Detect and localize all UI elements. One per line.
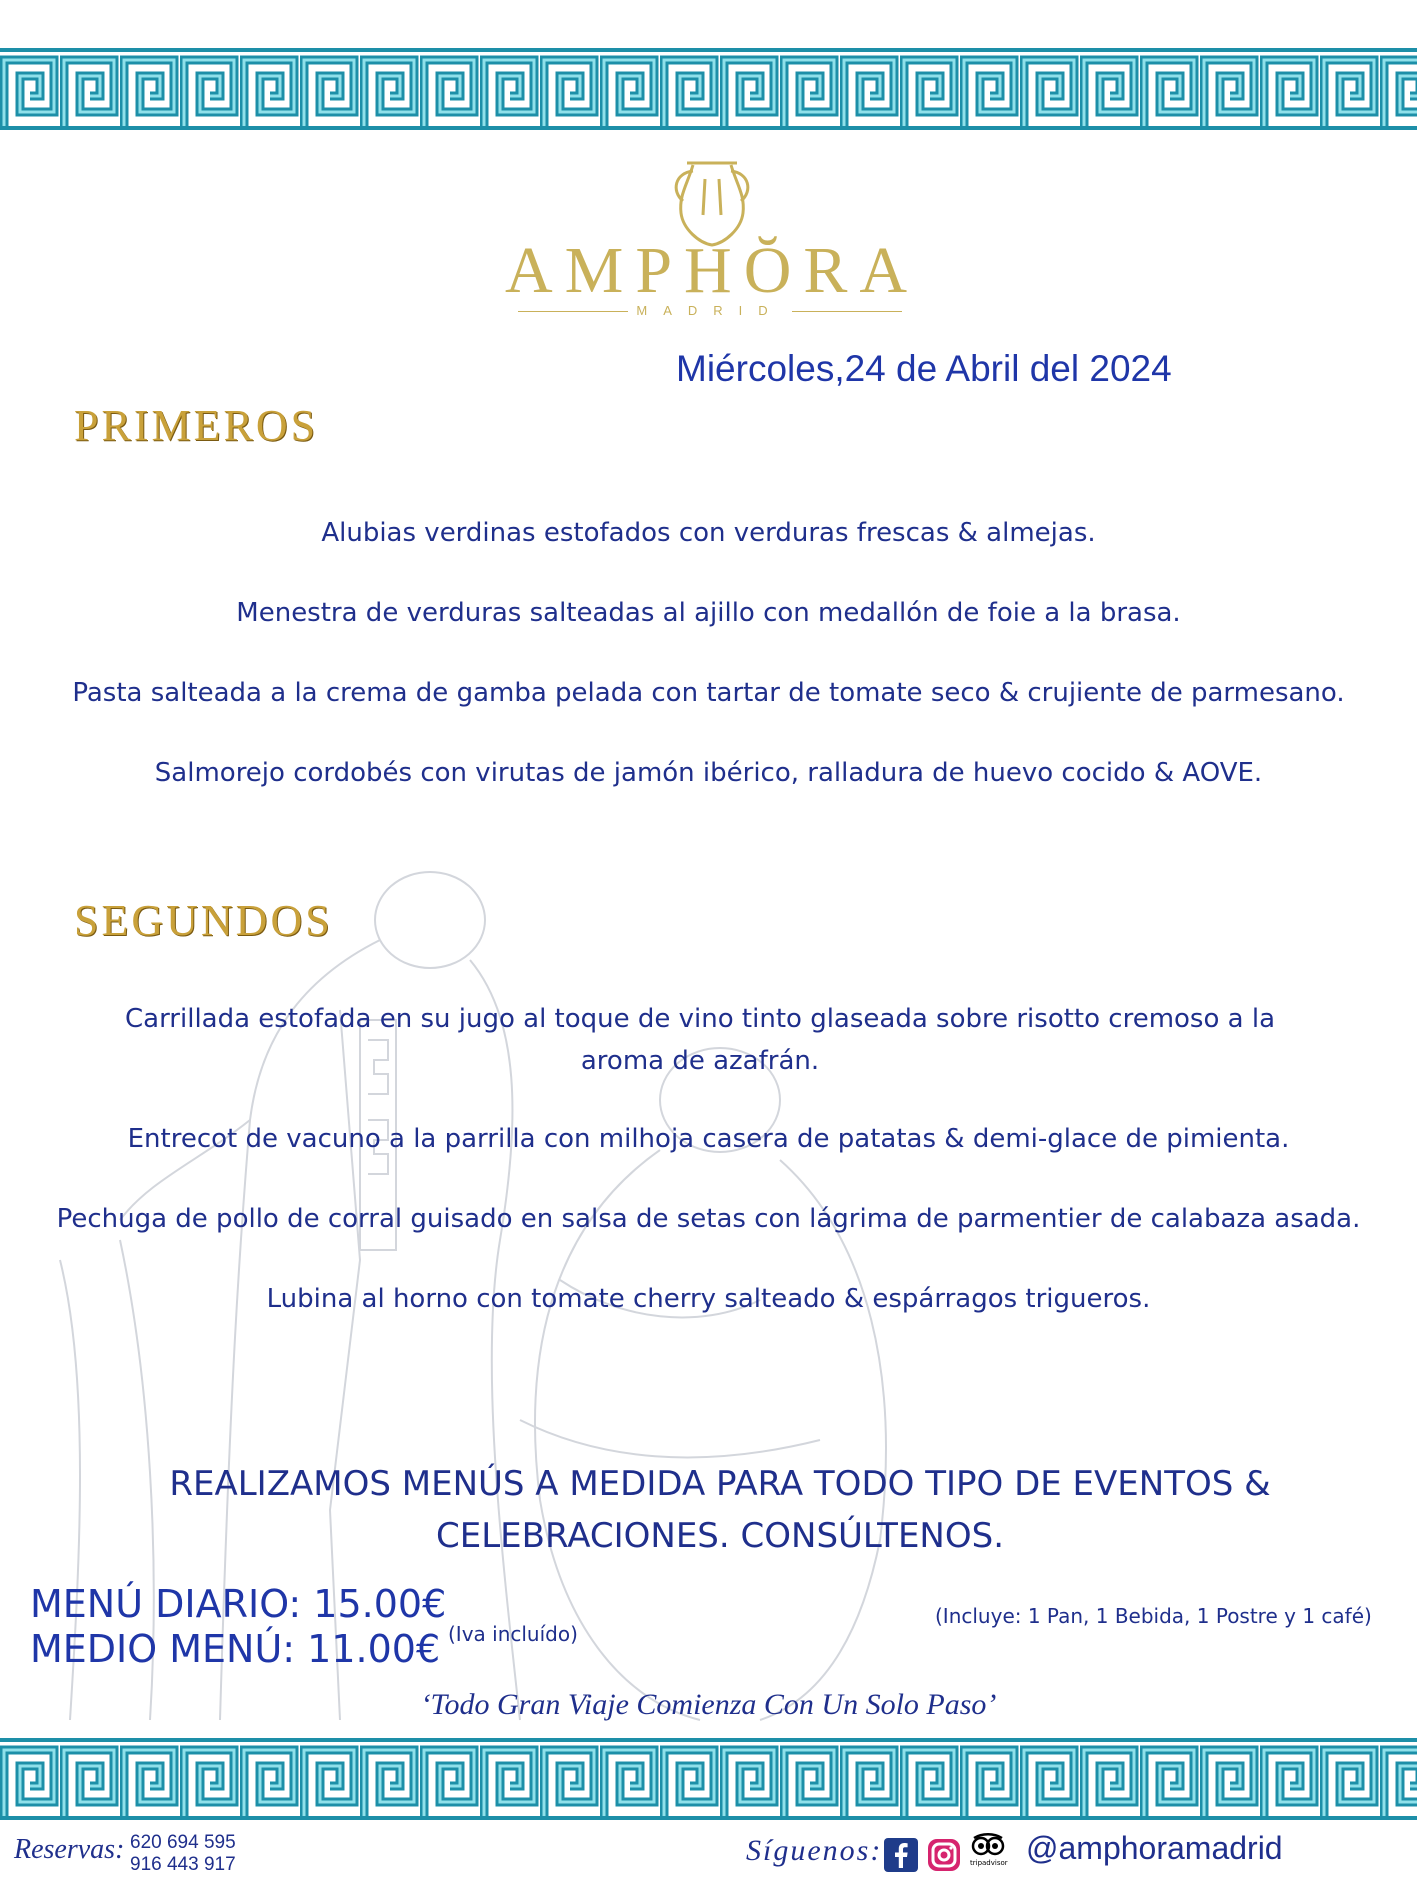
primeros-heading: PRIMEROS (74, 401, 319, 450)
segundos-dish: Pechuga de pollo de corral guisado en salsa de setas con lágrima de parmentier de calabaza asada. (56, 1204, 1361, 1234)
segundos-dish: Lubina al horno con tomate cherry salteado & espárragos trigueros. (266, 1284, 1151, 1314)
segundos-heading: SEGUNDOS (74, 896, 333, 945)
logo-subtitle-text: MADRID (636, 303, 784, 318)
segundos-dish: Carrillada estofada en su jugo al toque de vino tinto glaseada sobre risotto cremoso a la aroma de azafrán. (124, 1004, 1276, 1076)
daily-menu-price: MENÚ DIARIO: 15.00€ (30, 1582, 447, 1626)
tripadvisor-label: tripadvisor (970, 1859, 1008, 1867)
phone-number[interactable]: 620 694 595 (130, 1832, 236, 1853)
menu-date: Miércoles,24 de Abril del 2024 (676, 348, 1172, 389)
instagram-icon[interactable] (927, 1838, 961, 1872)
primeros-dish: Alubias verdinas estofados con verduras frescas & almejas. (321, 518, 1096, 548)
amphora-logo (505, 155, 920, 340)
social-handle[interactable]: @amphoramadrid (1026, 1830, 1283, 1866)
follow-us-label: Síguenos: (746, 1834, 883, 1867)
primeros-dish: Pasta salteada a la crema de gamba pelada con tartar de tomate seco & crujiente de parmesano. (72, 678, 1345, 708)
greek-key-border-top (0, 40, 1417, 138)
half-menu-price: MEDIO MENÚ: 11.00€ (30, 1627, 441, 1671)
primeros-dish: Menestra de verduras salteadas al ajillo con medallón de foie a la brasa. (236, 598, 1181, 628)
segundos-dish: Entrecot de vacuno a la parrilla con milhoja casera de patatas & demi-glace de pimienta. (127, 1124, 1290, 1154)
primeros-dish: Salmorejo cordobés con virutas de jamón ibérico, ralladura de huevo cocido & AOVE. (154, 758, 1263, 788)
events-notice: REALIZAMOS MENÚS A MEDIDA PARA TODO TIPO DE EVENTOS & CELEBRACIONES. CONSÚLTENOS. (169, 1464, 1271, 1556)
greek-key-border-bottom (0, 1730, 1417, 1828)
includes-note: (Incluye: 1 Pan, 1 Bebida, 1 Postre y 1 café) (935, 1604, 1372, 1628)
logo-wordmark: AMPHŎRA (505, 234, 920, 307)
logo-subtitle (505, 303, 915, 318)
reservas-label: Reservas: (14, 1834, 125, 1865)
tripadvisor-icon[interactable] (970, 1832, 1006, 1872)
motto-quote: ‘Todo Gran Viaje Comienza Con Un Solo Paso’ (420, 1688, 997, 1721)
phone-number[interactable]: 916 443 917 (130, 1854, 236, 1875)
facebook-icon[interactable] (884, 1838, 918, 1872)
iva-note: (Iva incluído) (448, 1622, 578, 1646)
